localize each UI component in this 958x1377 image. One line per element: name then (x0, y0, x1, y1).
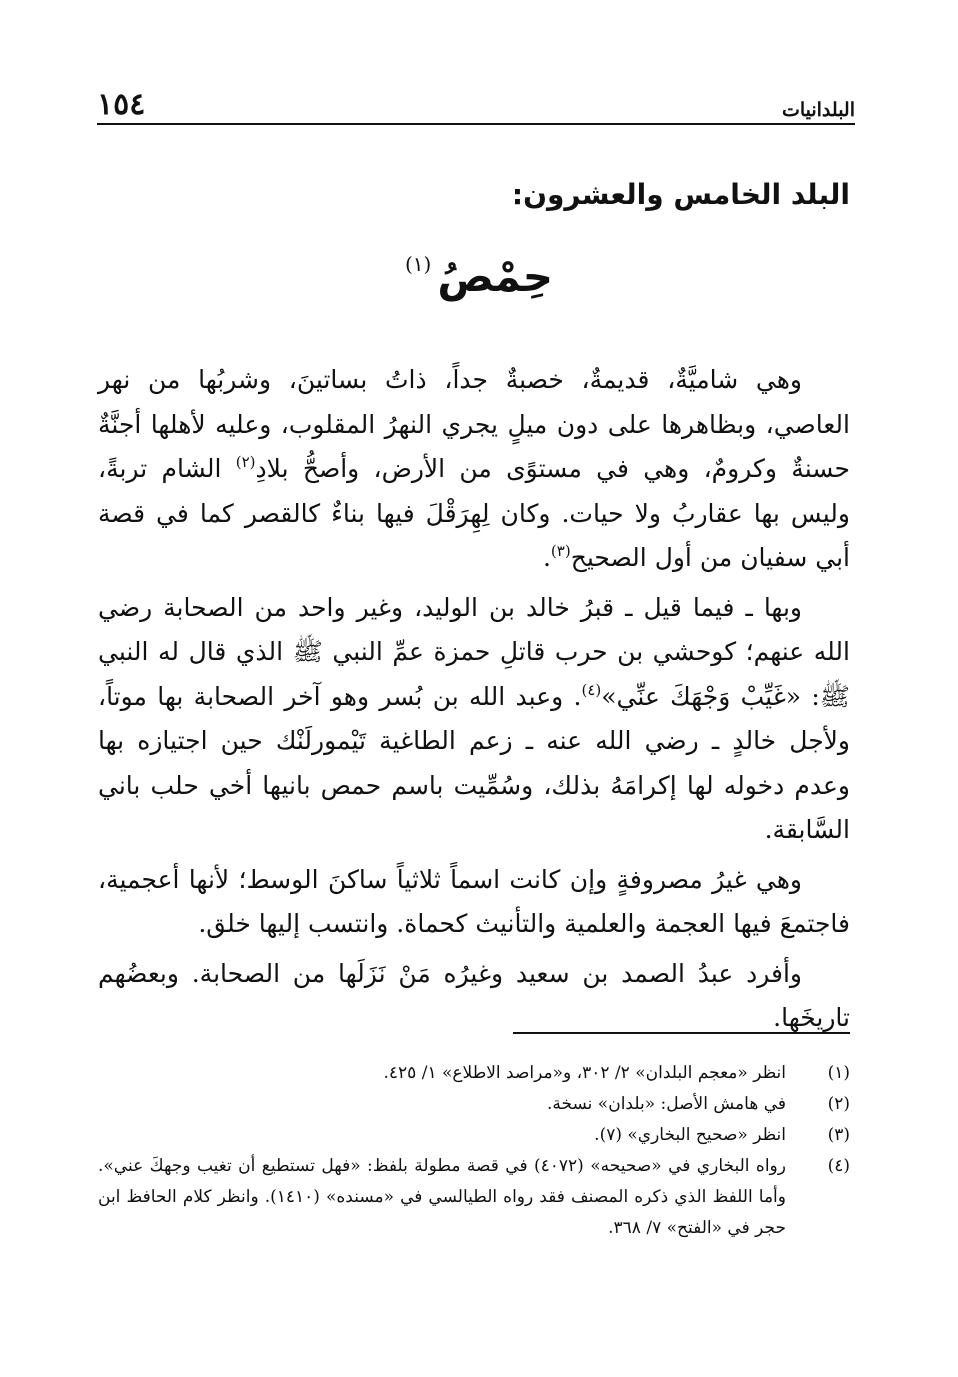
footnotes-rule (513, 1032, 850, 1034)
paragraph-2 (98, 586, 850, 853)
footnote-number: (٢) (827, 1094, 850, 1114)
city-footnote-ref: (١) (404, 252, 432, 276)
paragraph-text: وبها ـ فيما قيل ـ قبرُ خالد بن الوليد، وغير واحد من الصحابة رضي الله عنهم؛ كوحشي بن حرب قاتلِ حمزة عمِّ النبي ﷺ الذي قال له النبي ﷺ: «غَيِّبْ وَجْهَكَ عنِّي» (98, 592, 851, 711)
paragraph-text: وهي غيرُ مصروفةٍ وإن كانت اسماً ثلاثياً ساكنَ الوسط؛ لأنها أعجمية، فاجتمعَ فيها العجمة والعلمية والتأنيث كحماة. وانتسب إليها خلق. (98, 864, 850, 938)
paragraph-4 (98, 952, 850, 1041)
page-number: ١٥٤ (97, 87, 146, 122)
paragraph-text: الشام تربةً، وليس بها عقاربُ ولا حيات. وكان لِهِرَقْلَ فيها بناءٌ كالقصر كما في قصة أبي سفيان من أول الصحيح (98, 454, 850, 572)
paragraph-text: وهي شاميَّةٌ، قديمةٌ، خصبةٌ جداً، ذاتُ بساتينَ، وشربُها من نهر العاصي، وبظاهرها على دون ميلٍ يجري النهرُ المقلوب، وعليه لأهلها أجنَّةٌ حسنةٌ وكرومٌ، وهي في مستوًى من الأرض، وأصحُّ بلادِ (98, 365, 850, 483)
footnote-number: (٣) (827, 1125, 850, 1145)
paragraph-text: وأفرد عبدُ الصمد بن سعيد وغيرُه مَنْ نَزَلَها من الصحابة. وبعضُهم تاريخَها. (98, 958, 850, 1032)
city-title (0, 252, 958, 301)
paragraph-3 (98, 858, 850, 947)
footnote-number: (١) (827, 1063, 850, 1083)
header-rule (97, 123, 855, 125)
footnote (98, 1151, 850, 1244)
footnote-ref: (٤) (581, 680, 602, 699)
running-header (97, 78, 855, 120)
footnote-text: انظر «صحيح البخاري» (٧). (594, 1125, 786, 1145)
footnote-number: (٤) (827, 1156, 850, 1176)
footnote (98, 1120, 850, 1151)
footnote (98, 1089, 850, 1120)
book-title: البلدانيات (781, 99, 855, 121)
footnote-text: رواه البخاري في «صحيحه» (٤٠٧٢) في قصة مطولة بلفظ: «فهل تستطيع أن تغيب وجهكَ عني». وأما اللفظ الذي ذكره المصنف فقد رواه الطيالسي في «مسنده» (١٤١٠). وانظر كلام الحافظ ابن حجر في «الفتح» ٧/ ٣٦٨. (98, 1156, 786, 1238)
section-heading: البلد الخامس والعشرون: (511, 178, 850, 211)
paragraph-1 (98, 358, 850, 581)
footnote-ref: (٣) (550, 542, 571, 560)
body-text (98, 358, 850, 1046)
paragraph-text: . وعبد الله بن بُسر وهو آخر الصحابة بها موتاً، ولأجل خالدٍ ـ رضي الله عنه ـ زعم الطاغية تَيْمورلَنْك حين اجتيازه بها وعدم دخوله لها إكرامَهُ بذلك، وسُمِّيت باسم حمص بانيها أخي حلب باني السَّابقة. (98, 681, 850, 844)
footnote-ref: (٢) (235, 453, 256, 471)
footnote (98, 1058, 850, 1089)
city-name: حِمْصُ (437, 252, 554, 301)
paragraph-text: . (542, 543, 551, 572)
footnote-text: انظر «معجم البلدان» ٢/ ٣٠٢، و«مراصد الاطلاع» ١/ ٤٢٥. (383, 1063, 786, 1083)
footnote-text: في هامش الأصل: «بلدان» نسخة. (547, 1094, 786, 1114)
footnotes (98, 1058, 850, 1244)
